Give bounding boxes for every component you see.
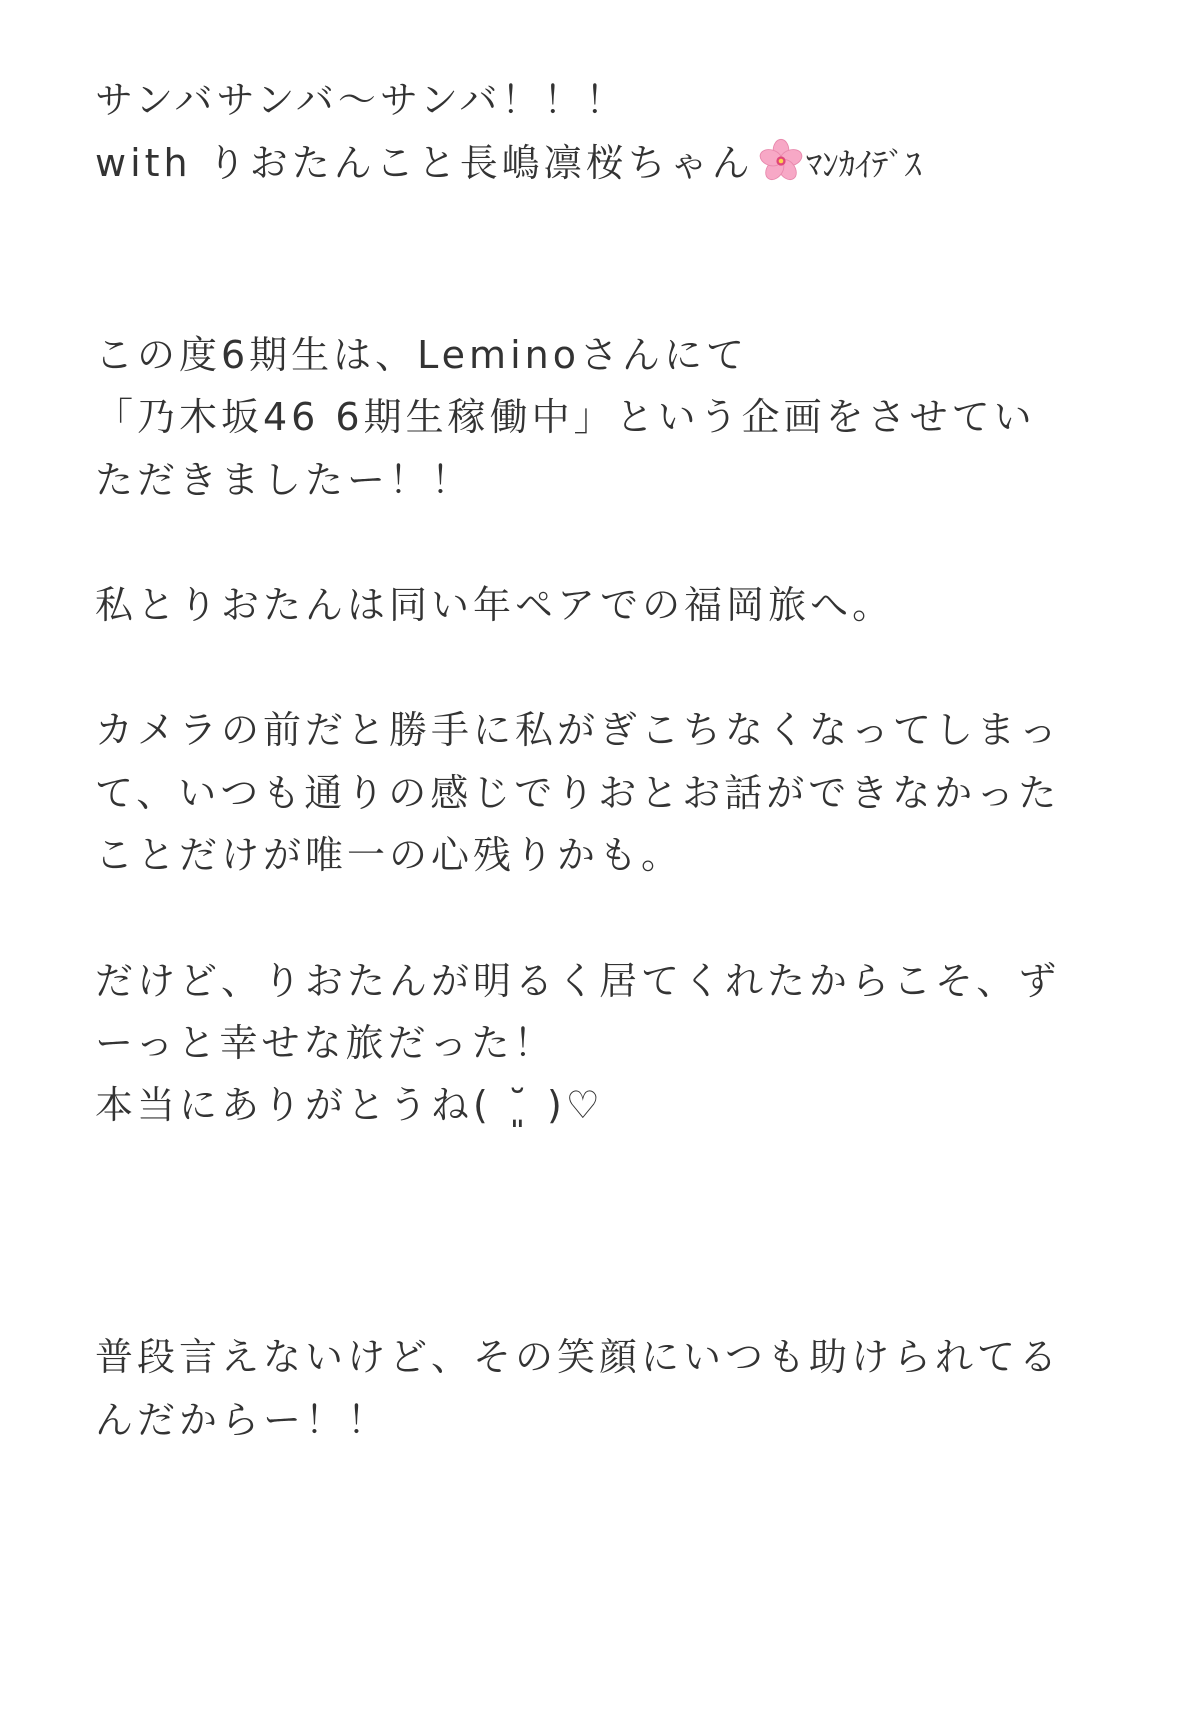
post-line: 普段言えないけど、その笑顔にいつも助けられてる — [95, 1335, 1062, 1379]
post-line: カメラの前だと勝手に私がぎこちなくなってしまっ — [95, 708, 1062, 752]
cherry-blossom-icon — [758, 138, 804, 184]
post-line-suffix: ﾏﾝｶｲﾃﾞｽ — [805, 145, 922, 184]
post-line: 「乃木坂46 6期生稼働中」という企画をさせてい — [95, 395, 1036, 439]
post-line: この度6期生は、Leminoさんにて — [95, 333, 748, 377]
post-line-text: with りおたんこと長嶋凛桜ちゃん — [95, 141, 754, 185]
post-line: んだからー！！ — [95, 1398, 390, 1442]
post-line: ーっと幸せな旅だった！ — [95, 1021, 556, 1065]
post-line: サンバサンバ〜サンバ！！！ — [95, 78, 628, 122]
post-line: 本当にありがとうね( ˘͈ )♡ — [95, 1083, 604, 1127]
post-line: て、いつも通りの感じでりおとお話ができなかった — [95, 771, 1061, 815]
post-line: 私とりおたんは同い年ペアでの福岡旅へ。 — [95, 583, 895, 627]
post-line: だけど、りおたんが明るく居てくれたからこそ、ず — [95, 959, 1061, 1003]
post-line: ただきましたー！！ — [95, 458, 474, 502]
post-line — [95, 138, 921, 190]
post-line: ことだけが唯一の心残りかも。 — [95, 833, 684, 877]
